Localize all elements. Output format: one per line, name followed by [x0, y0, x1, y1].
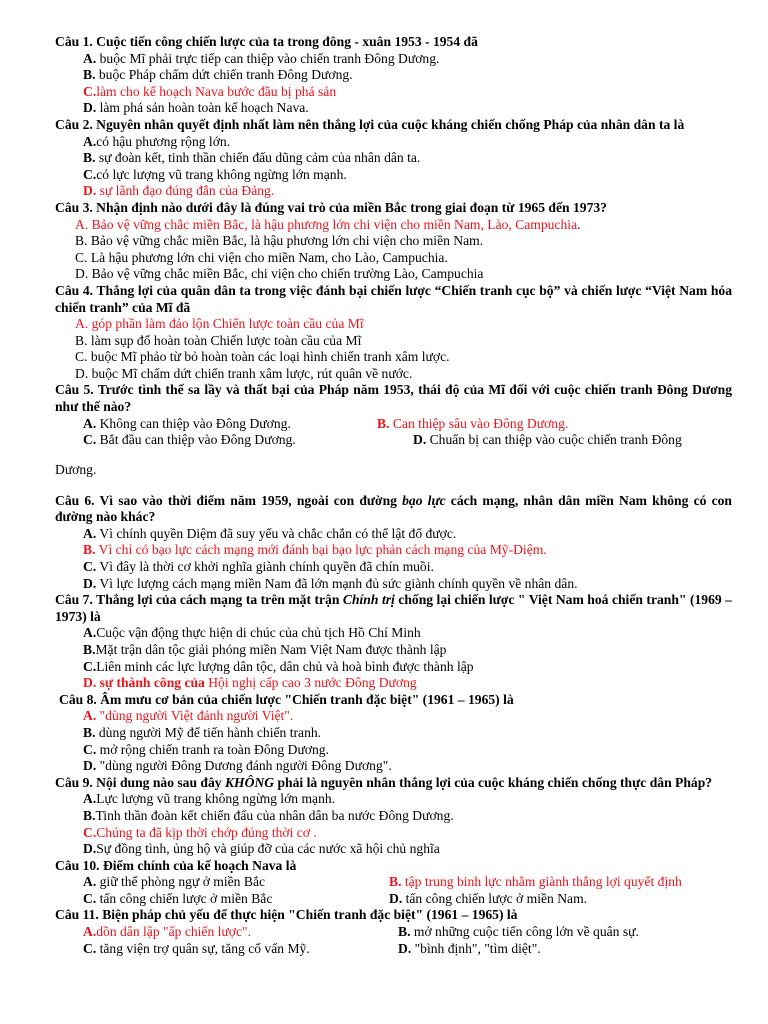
option-d: D. Chuẩn bị can thiệp vào cuộc chiến tranh Đông — [413, 432, 682, 448]
question-title: Câu 5. Trước tình thế sa lầy và thất bại của Pháp năm 1953, thái độ của Mĩ đối với cuộc chiến tranh Đông Dương như thế nào? — [55, 382, 732, 415]
question-8 — [55, 692, 732, 775]
option-c: C. tấn công chiến lược ở miền Bắc — [83, 890, 273, 906]
option-b: B.Tinh thần đoàn kết chiến đấu của nhân dân ba nước Đông Dương. — [83, 807, 454, 823]
question-title: Câu 8. Âm mưu cơ bản của chiến lược "Chiến tranh đặc biệt" (1961 – 1965) là — [59, 691, 514, 707]
option-c: C. buộc Mĩ phảo từ bỏ hoàn toàn các loại hình chiến tranh xâm lược. — [75, 349, 450, 365]
option-a: A. Không can thiệp vào Đông Dương. — [83, 415, 291, 431]
question-title: Câu 9. Nội dung nào sau đây KHÔNG phải là nguyên nhân thắng lợi của cuộc kháng chiến chống thực dân Pháp? — [55, 774, 713, 790]
option-c: C. Vì đây là thời cơ khởi nghĩa giành chính quyền đã chín muồi. — [83, 559, 434, 574]
option-d: D. Vì lực lượng cách mạng miền Nam đã lớn mạnh đủ sức giành chính quyền về nhân dân. — [83, 575, 578, 591]
option-a: A. buộc Mĩ phải trực tiếp can thiệp vào chiến tranh Đông Dương. — [83, 50, 440, 66]
option-row — [55, 941, 732, 958]
option-row — [55, 924, 732, 941]
question-title: Câu 6. Vì sao vào thời điểm năm 1959, ngoài con đường bạo lực cách mạng, nhân dân miền Nam không có con đường nào khác? — [55, 492, 732, 525]
question-2 — [55, 117, 732, 200]
option-b-correct: B. tập trung binh lực nhằm giành thắng lợi quyết định — [389, 874, 682, 890]
option-c: C.Liên minh các lực lượng dân tộc, dân chủ và hoà bình được thành lập — [83, 658, 474, 674]
option-b: B. làm sụp đổ hoàn toàn Chiến lược toàn cầu của Mĩ — [75, 332, 362, 348]
option-row — [55, 416, 732, 433]
option-d: D.Sự đồng tình, ủng hộ và giúp đỡ của các nước xã hội chủ nghĩa — [83, 841, 440, 857]
option-b: B. sự đoàn kết, tinh thần chiến đấu dũng cảm của nhân dân ta. — [83, 150, 421, 166]
option-b: B. Bảo vệ vững chắc miền Bắc, là hậu phương lớn chi viện cho miền Nam. — [75, 233, 484, 249]
option-d-continued: Dương. — [55, 462, 97, 478]
question-5 — [55, 382, 732, 479]
option-a-correct: A. "dùng người Việt đánh người Việt". — [83, 708, 294, 724]
option-d: D. buộc Mĩ chấm dứt chiến tranh xâm lược, rút quân về nước. — [75, 365, 413, 381]
option-a: A. Vì chính quyền Diệm đã suy yếu và chắc chắn có thể lật đổ được. — [83, 525, 457, 541]
option-c: C. Bắt đầu can thiệp vào Đông Dương. — [83, 432, 296, 448]
option-d-correct: D. sự lãnh đạo đúng đắn của Đảng. — [83, 183, 275, 199]
option-c: C. tăng viện trợ quân sự, tăng cố vấn Mỹ. — [83, 940, 310, 956]
option-c-correct: C.làm cho kế hoạch Nava bước đầu bị phá sản — [83, 83, 337, 99]
question-4 — [55, 283, 732, 383]
option-d: D. Bảo vệ vững chắc miền Bắc, chi viện cho chiến trường Lào, Campuchia — [75, 266, 484, 282]
option-a-correct: A. Bảo vệ vững chắc miền Bắc, là hậu phương lớn chi viện cho miền Nam, Lào, Campuchia. — [75, 216, 581, 232]
option-d-correct: D. sự thành công của Hội nghị cấp cao 3 nước Đông Dương — [83, 675, 417, 691]
option-row — [55, 432, 732, 449]
question-7 — [55, 592, 732, 692]
option-c-correct: C.Chúng ta đã kịp thời chớp đúng thời cơ . — [83, 824, 317, 840]
option-d: D. "bình định", "tìm diệt". — [398, 940, 541, 956]
option-a: A.Cuộc vận động thực hiện di chúc của chủ tịch Hồ Chí Minh — [83, 625, 421, 641]
question-1 — [55, 34, 732, 117]
option-row — [55, 874, 732, 891]
option-row — [55, 891, 732, 908]
option-d: D. tấn công chiến lược ở miền Nam. — [389, 890, 588, 906]
question-title: Câu 2. Nguyên nhân quyết định nhất làm nên thắng lợi của cuộc kháng chiến chống Pháp của nhân dân ta là — [55, 116, 685, 132]
question-title: Câu 7. Thắng lợi của cách mạng ta trên mặt trận Chính trị chống lại chiến lược " Việt Nam hoá chiến tranh" (1969 – 1973) là — [55, 592, 732, 624]
option-c: C. mở rộng chiến tranh ra toàn Đông Dương. — [83, 741, 329, 757]
option-b: B. mở những cuộc tiến công lớn về quân sự. — [398, 924, 639, 940]
option-b: B. dùng người Mỹ để tiến hành chiến tranh. — [83, 724, 322, 740]
option-b: B.Mặt trận dân tộc giải phóng miền Nam Việt Nam được thành lập — [83, 641, 447, 657]
question-6 — [55, 493, 732, 593]
option-c: C.có lực lượng vũ trang không ngừng lớn mạnh. — [83, 166, 347, 182]
question-11 — [55, 907, 732, 957]
question-title: Câu 10. Điểm chính của kế hoạch Nava là — [55, 857, 297, 873]
option-a: A.có hậu phương rộng lớn. — [83, 133, 231, 149]
question-title: Câu 4. Thắng lợi của quân dân ta trong việc đánh bại chiến lược “Chiến tranh cục bộ” và chiến lược “Việt Nam hóa chiến tranh” của Mĩ đã — [55, 282, 732, 315]
option-a-correct: A.dồn dân lập "ấp chiến lược". — [83, 924, 251, 940]
option-d: D. làm phá sản hoàn toàn kế hoạch Nava. — [83, 100, 309, 116]
question-9 — [55, 775, 732, 858]
option-a: A.Lực lượng vũ trang không ngừng lớn mạnh. — [83, 791, 336, 807]
option-b-correct: B. Can thiệp sâu vào Đông Dương. — [377, 415, 569, 431]
question-title: Câu 3. Nhận định nào dưới đây là đúng vai trò của miền Bắc trong giai đoạn từ 1965 đến 1973? — [55, 199, 607, 215]
option-d: D. "dùng người Đông Dương đánh người Đông Dương". — [83, 758, 392, 774]
question-10 — [55, 858, 732, 908]
option-c: C. Là hậu phương lớn chi viện cho miền Nam, cho Lào, Campuchia. — [75, 249, 448, 265]
question-3 — [55, 200, 732, 283]
option-a: A. giữ thế phòng ngự ở miền Bắc — [83, 874, 266, 890]
option-b-correct: B. Vì chỉ có bạo lực cách mạng mới đánh bại bạo lực phản cách mạng của Mỹ-Diệm. — [83, 542, 547, 558]
question-title: Câu 1. Cuộc tiến công chiến lược của ta trong đông - xuân 1953 - 1954 đã — [55, 34, 478, 49]
option-a-correct: A. góp phần làm đảo lộn Chiến lược toàn cầu của Mĩ — [75, 316, 364, 332]
option-b: B. buộc Pháp chấm dứt chiến tranh Đông Dương. — [83, 67, 353, 83]
question-title: Câu 11. Biện pháp chủ yếu để thực hiện "Chiến tranh đặc biệt" (1961 – 1965) là — [55, 907, 518, 923]
